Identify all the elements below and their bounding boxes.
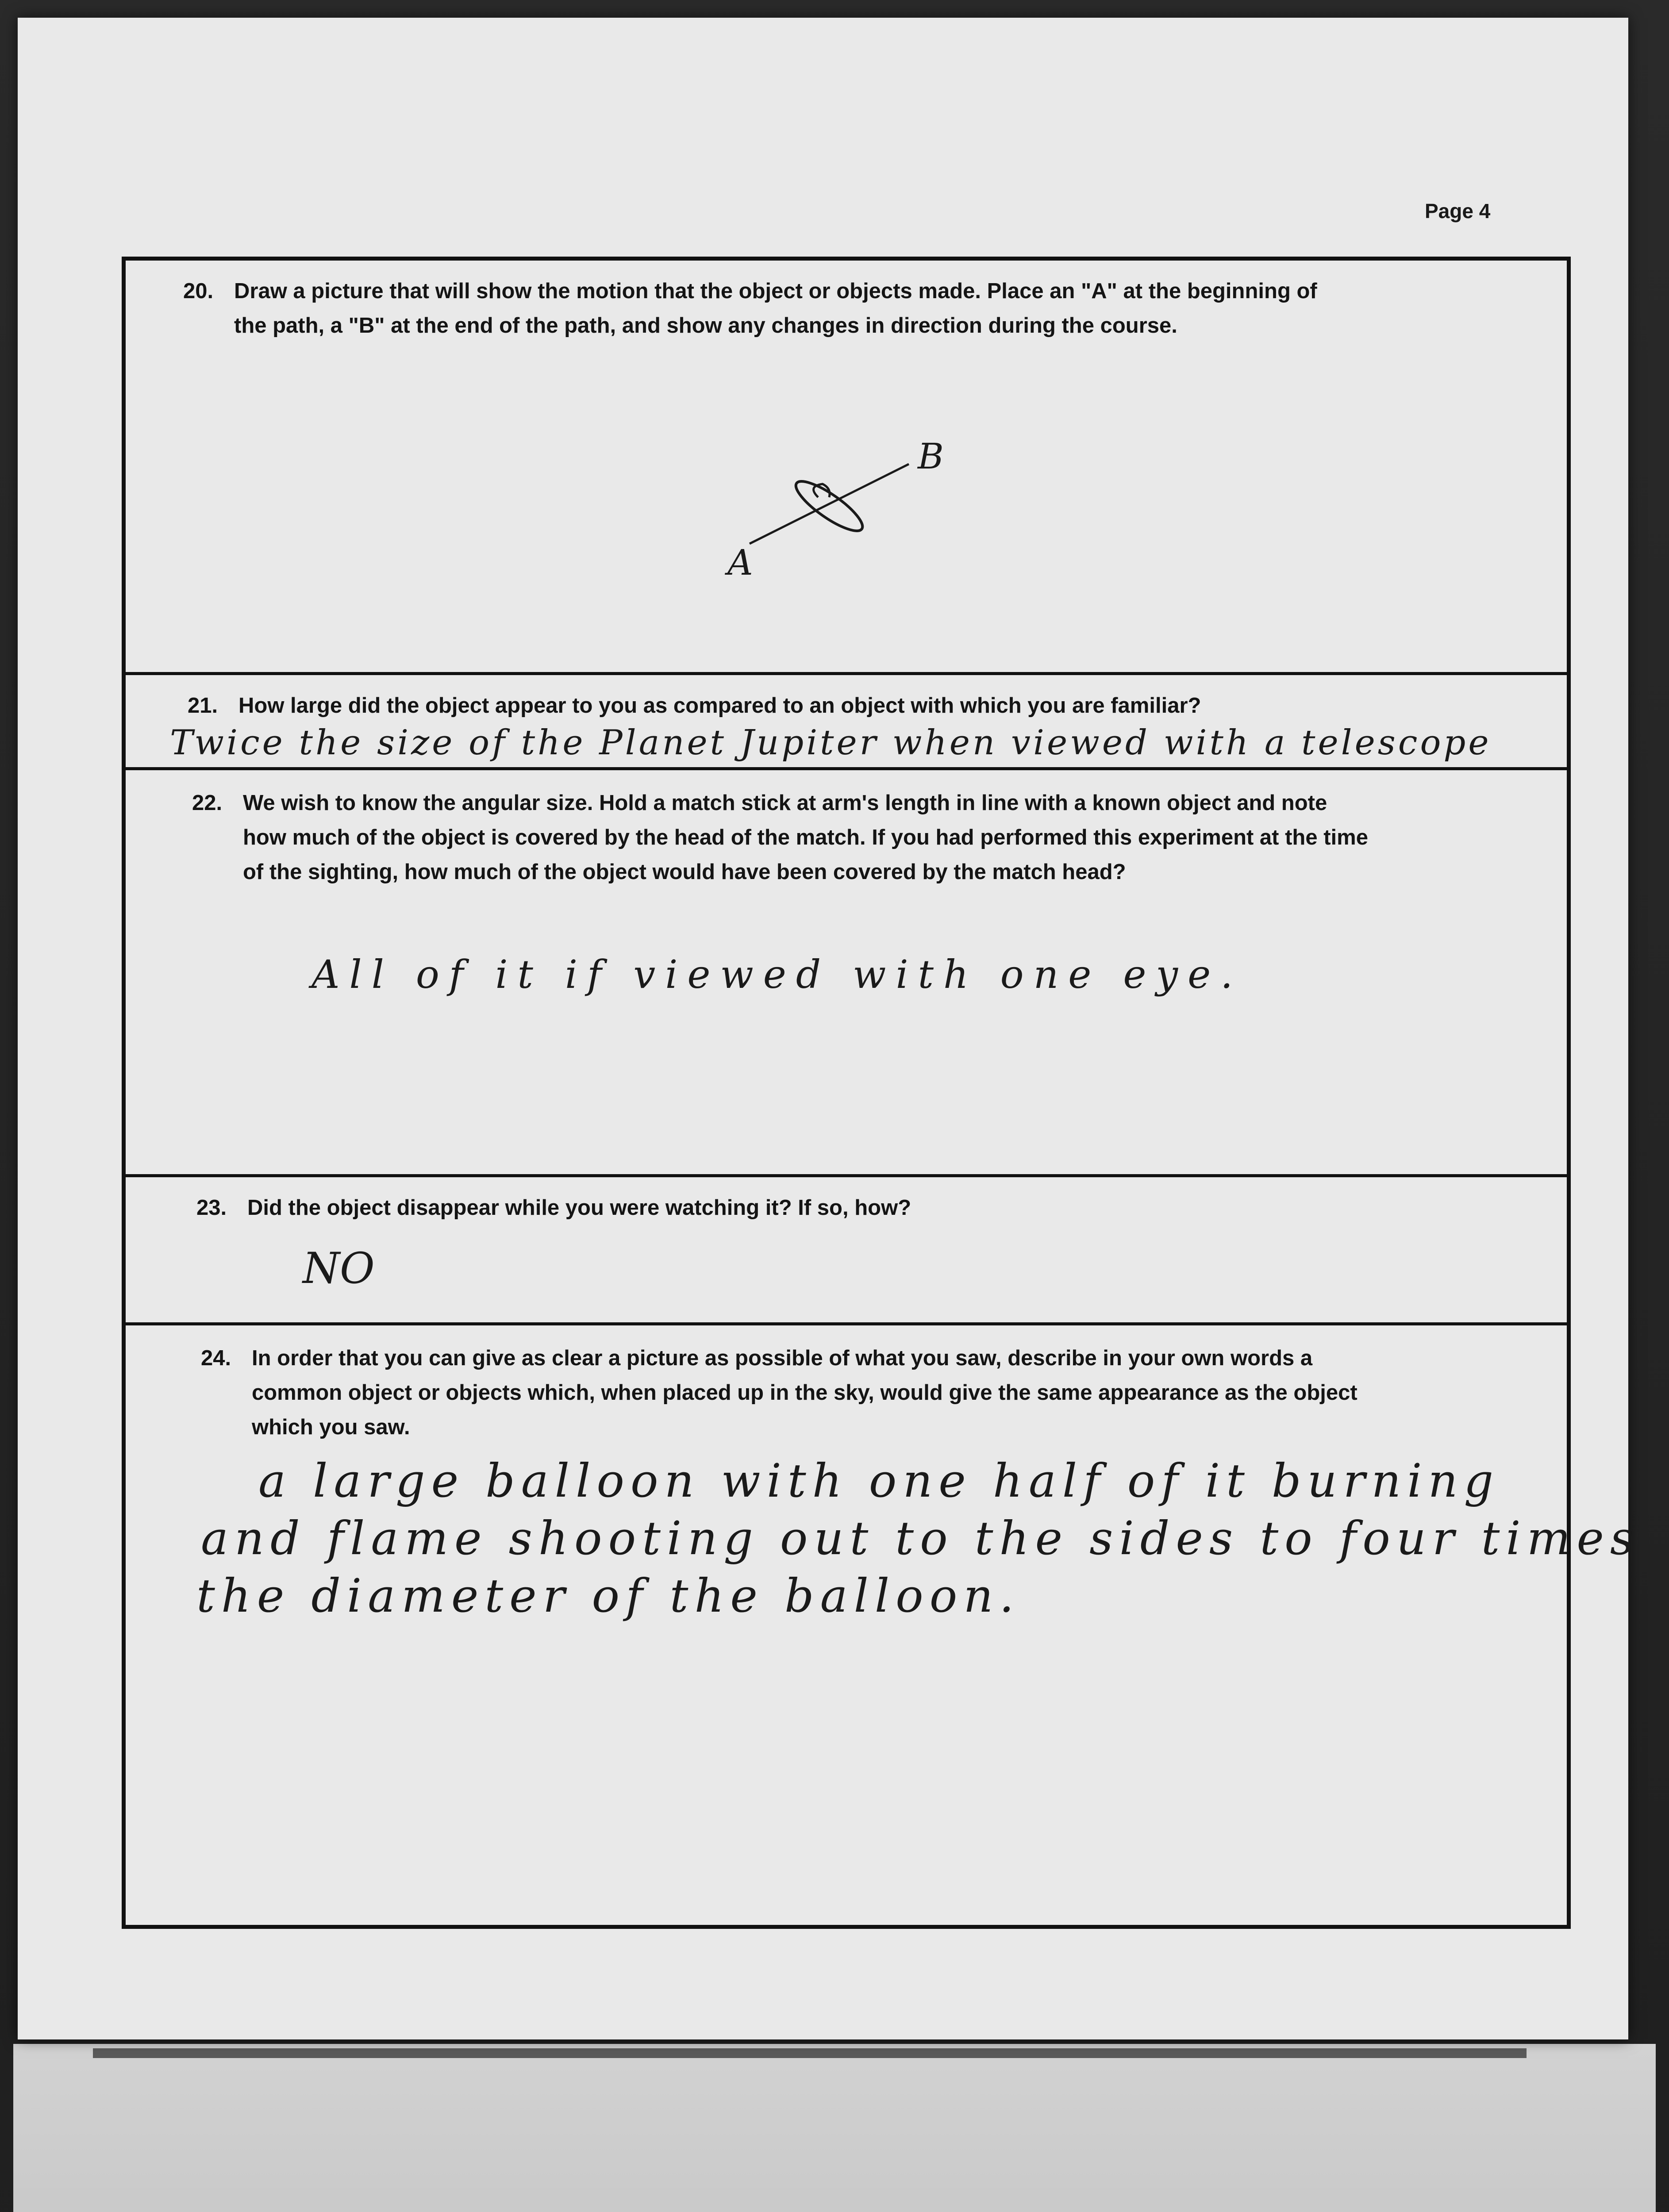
answer-24-line: and flame shooting out to the sides to four times <box>201 1511 1640 1565</box>
question-23-section <box>126 1174 1567 1322</box>
object-sketch <box>790 474 868 538</box>
motion-path-drawing <box>701 407 1099 592</box>
answer-22: All of it if viewed with one eye. <box>311 952 1243 997</box>
motion-path-line <box>750 464 909 544</box>
scan-edge-strip <box>93 2048 1527 2058</box>
question-text-line: how much of the object is covered by the head of the match. If you had performed this experiment at the time <box>243 826 1368 849</box>
questionnaire-form <box>122 257 1640 1929</box>
question-text-line: Draw a picture that will show the motion that the object or objects made. Place an "A" at the beginning of <box>234 279 1317 303</box>
question-number: 24. <box>201 1346 231 1370</box>
path-start-label: A <box>727 542 753 583</box>
question-text-line: In order that you can give as clear a picture as possible of what you saw, describe in your own words a <box>252 1346 1313 1370</box>
answer-24-line: a large balloon with one half of it burning <box>258 1454 1500 1508</box>
question-21 <box>188 688 1537 724</box>
answer-21: Twice the size of the Planet Jupiter when viewed with a telescope <box>170 723 1492 763</box>
question-number: 21. <box>188 694 218 718</box>
question-number: 20. <box>183 279 214 303</box>
question-22 <box>192 786 1542 892</box>
question-20 <box>183 274 1533 353</box>
underlying-sheet <box>13 2044 1656 2212</box>
question-text-line: which you saw. <box>252 1415 410 1439</box>
question-number: 23. <box>196 1196 227 1220</box>
question-text-line: the path, a "B" at the end of the path, and show any changes in direction during the course. <box>234 314 1177 338</box>
question-24-section <box>126 1322 1640 1925</box>
question-text-line: Did the object disappear while you were watching it? If so, how? <box>247 1196 911 1220</box>
question-text-line: common object or objects which, when placed up in the sky, would give the same appearance as the object <box>252 1381 1358 1405</box>
question-21-section <box>126 672 1567 767</box>
path-end-label: B <box>918 436 944 477</box>
answer-24-line: the diameter of the balloon. <box>196 1569 1020 1623</box>
answer-23: NO <box>303 1244 375 1293</box>
question-22-section <box>126 767 1567 1174</box>
question-23 <box>196 1190 1546 1226</box>
question-text-line: We wish to know the angular size. Hold a match stick at arm's length in line with a known object and note <box>243 791 1327 815</box>
question-number: 22. <box>192 791 223 815</box>
form-page <box>18 18 1640 2039</box>
page-number: Page 4 <box>1425 200 1491 223</box>
question-text-line: of the sighting, how much of the object would have been covered by the match head? <box>243 860 1126 884</box>
question-text-line: How large did the object appear to you as compared to an object with which you are familiar? <box>238 694 1201 718</box>
question-20-section <box>126 261 1567 672</box>
question-24 <box>201 1341 1550 1447</box>
